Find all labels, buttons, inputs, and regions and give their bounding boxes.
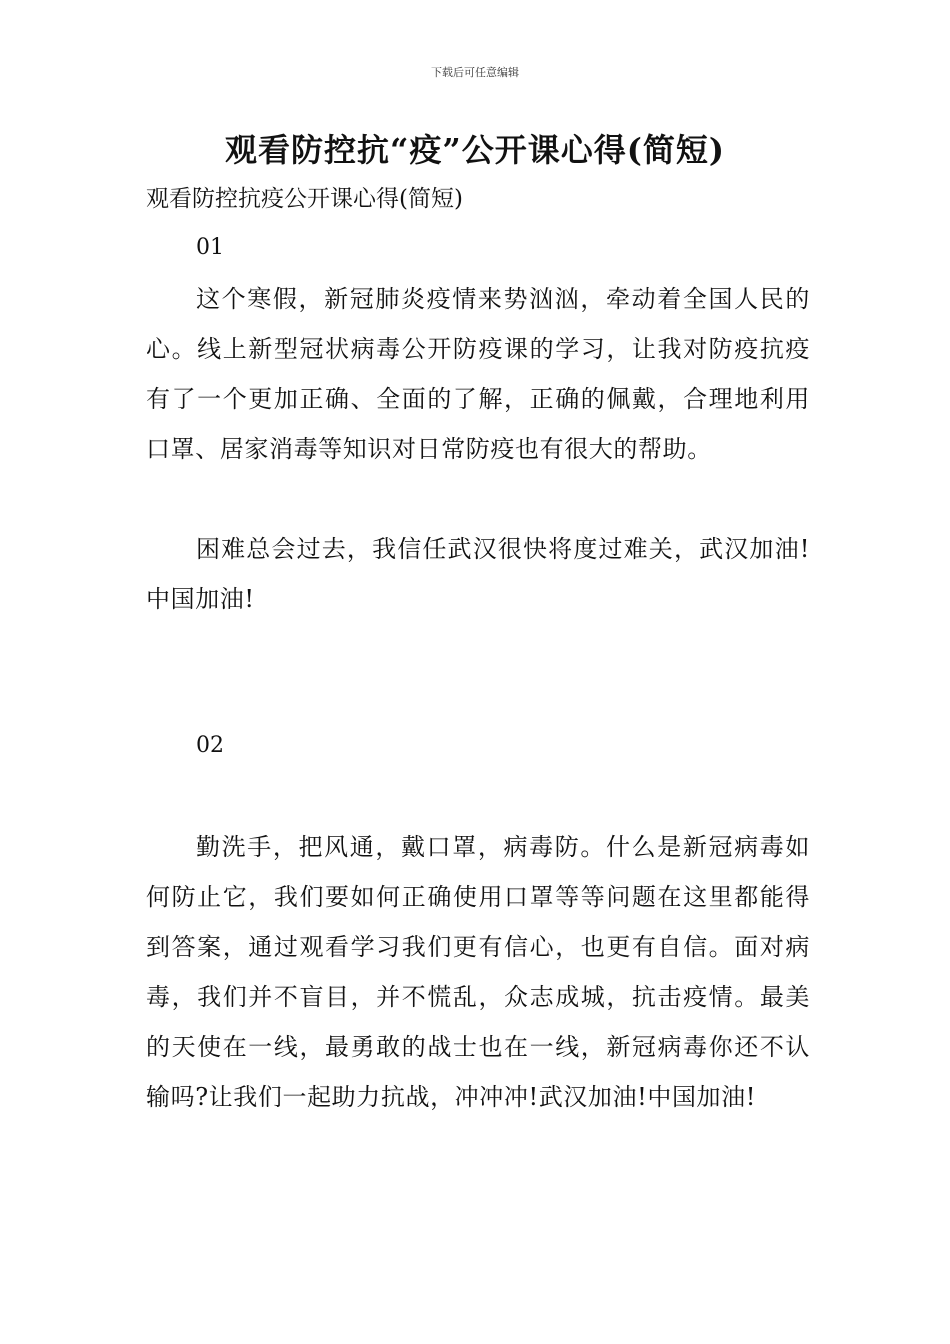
document-title: 观看防控抗“疫”公开课心得(简短) bbox=[224, 131, 726, 169]
section-01-paragraph-2: 困难总会过去，我信任武汉很快将度过难关，武汉加油!中国加油! bbox=[146, 535, 810, 613]
document-subtitle: 观看防控抗疫公开课心得(简短) bbox=[146, 186, 463, 212]
section-01-paragraph-1: 这个寒假，新冠肺炎疫情来势汹汹，牵动着全国人民的心。线上新型冠状病毒公开防疫课的学习，让我对防疫抗疫有了一个更加正确、全面的了解，正确的佩戴，合理地利用口罩、居家消毒等知识对日常防疫也有很大的帮助。 bbox=[146, 285, 810, 463]
section-number-02: 02 bbox=[196, 733, 224, 758]
section-number-01: 01 bbox=[196, 235, 224, 260]
section-02-paragraph-1: 勤洗手，把风通，戴口罩，病毒防。什么是新冠病毒如何防止它，我们要如何正确使用口罩等等问题在这里都能得到答案，通过观看学习我们更有信心，也更有自信。面对病毒，我们并不盲目，并不慌乱，众志成城，抗击疫情。最美的天使在一线，最勇敢的战士也在一线，新冠病毒你还不认输吗?让我们一起助力抗战，冲冲冲!武汉加油!中国加油! bbox=[146, 833, 810, 1111]
header-note: 下载后可任意编辑 bbox=[431, 66, 519, 79]
